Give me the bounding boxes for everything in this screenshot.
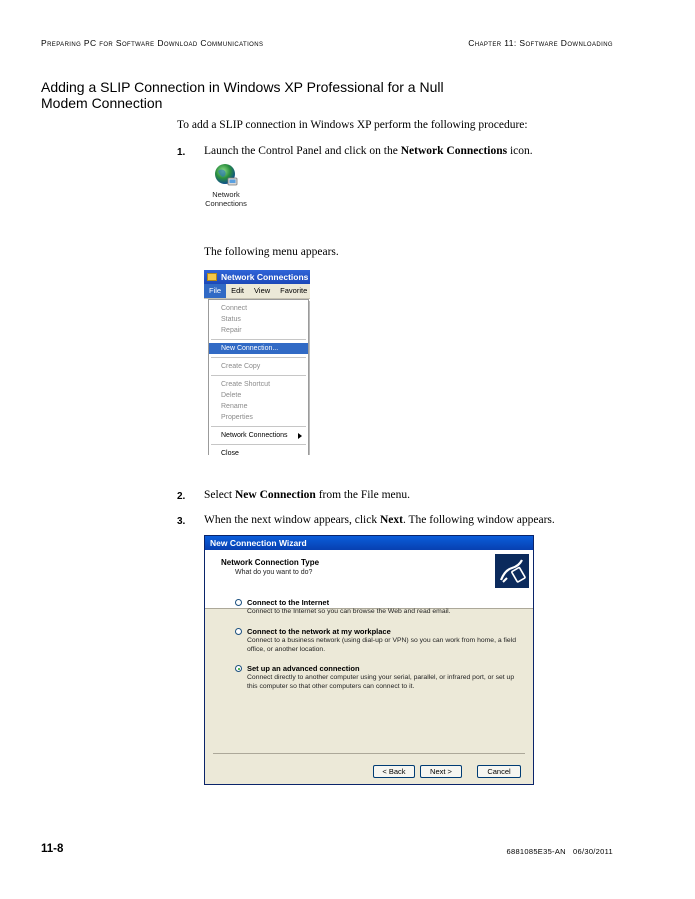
step-3-bold: Next [379,514,403,526]
running-header-right: Chapter 11: Software Downloading [468,38,613,48]
option-internet-desc: Connect to the Internet so you can browse the Web and read email. [247,608,451,615]
network-connections-label-line1: Network [212,190,240,199]
option-workplace-desc: Connect to a business network (using dial-up or VPN) so you can work from home, a field office, or another location. [247,637,516,653]
running-header-left: Preparing PC for Software Download Communications [41,38,264,48]
menu-item-status[interactable]: Status [221,316,241,323]
folder-icon [207,273,217,281]
menu-edit[interactable]: Edit [231,286,245,295]
step-3-post: . The following window appears. [402,514,555,526]
step-2-pre: Select [204,489,235,501]
new-connection-wizard-screenshot [204,535,534,785]
network-connections-label-line2: Connections [205,199,247,208]
option-internet-title: Connect to the Internet [247,598,330,607]
next-button[interactable]: Next > [420,765,462,778]
option-advanced-title: Set up an advanced connection [247,664,360,673]
intro-text: To add a SLIP connection in Windows XP perform the following procedure: [177,119,528,131]
menu-item-properties[interactable]: Properties [221,414,253,421]
option-advanced-desc: Connect directly to another computer using your serial, parallel, or infrared port, or set up this computer so that other computers can connect to it. [247,674,515,690]
step-1-bold: Network Connections [400,145,508,157]
menu-favorites[interactable]: Favorite [280,286,308,295]
step-1-pre: Launch the Control Panel and click on the [204,145,401,157]
submenu-arrow-icon [298,433,302,439]
menu-separator [211,339,306,340]
menu-item-delete[interactable]: Delete [221,392,242,399]
menu-item-connect[interactable]: Connect [221,305,248,312]
menu-item-create-shortcut[interactable]: Create Shortcut [221,381,271,388]
network-connections-icon [213,163,239,187]
menu-bar [204,284,310,299]
network-connections-icon-tile [196,163,256,208]
step-3-number: 3. [177,516,186,527]
step-3-pre: When the next window appears, click [204,514,380,526]
wizard-divider [213,753,525,754]
menu-item-new-connection[interactable]: New Connection... [209,343,308,354]
menu-item-repair[interactable]: Repair [221,327,242,334]
file-dropdown [208,299,309,455]
step-2-bold: New Connection [234,489,316,501]
wizard-subheading: What do you want to do? [235,569,313,576]
footer-doc-info [507,847,614,856]
cancel-button[interactable]: Cancel [477,765,521,778]
following-menu-text: The following menu appears. [204,246,339,258]
menu-separator [211,357,306,358]
footer-doc-id: 6881085E35-AN [506,847,566,856]
radio-internet[interactable] [235,599,242,606]
step-3-text [204,514,555,526]
radio-advanced[interactable] [235,665,242,672]
network-connections-label [196,190,256,208]
menu-window-titlebar [204,270,310,284]
menu-item-create-copy[interactable]: Create Copy [221,363,261,370]
step-2-number: 2. [177,491,186,502]
step-2-post: from the File menu. [315,489,411,501]
option-workplace-title: Connect to the network at my workplace [247,627,391,636]
page-number: 11-8 [41,843,64,855]
menu-window-title: Network Connections [221,272,309,282]
menu-separator [211,375,306,376]
footer-date: 06/30/2011 [573,847,613,856]
menu-view[interactable]: View [254,286,271,295]
radio-workplace[interactable] [235,628,242,635]
menu-item-network-connections[interactable] [209,430,308,441]
back-button[interactable]: < Back [373,765,415,778]
menu-item-rename[interactable]: Rename [221,403,248,410]
menu-item-network-connections-label: Network Connections [221,432,288,439]
step-2-text [204,489,410,501]
step-1-number: 1. [177,147,186,158]
wizard-titlebar: New Connection Wizard [205,536,533,550]
step-1-text [204,145,533,157]
menu-separator [211,444,306,445]
step-1-post: icon. [507,145,533,157]
menu-item-close[interactable]: Close [221,450,239,455]
menu-separator [211,426,306,427]
file-menu-screenshot [204,270,310,455]
network-cable-icon [495,554,529,588]
wizard-heading: Network Connection Type [221,558,320,567]
section-title: Adding a SLIP Connection in Windows XP Professional for a Null Modem Connection [41,79,444,111]
menu-file[interactable]: File [204,284,226,298]
